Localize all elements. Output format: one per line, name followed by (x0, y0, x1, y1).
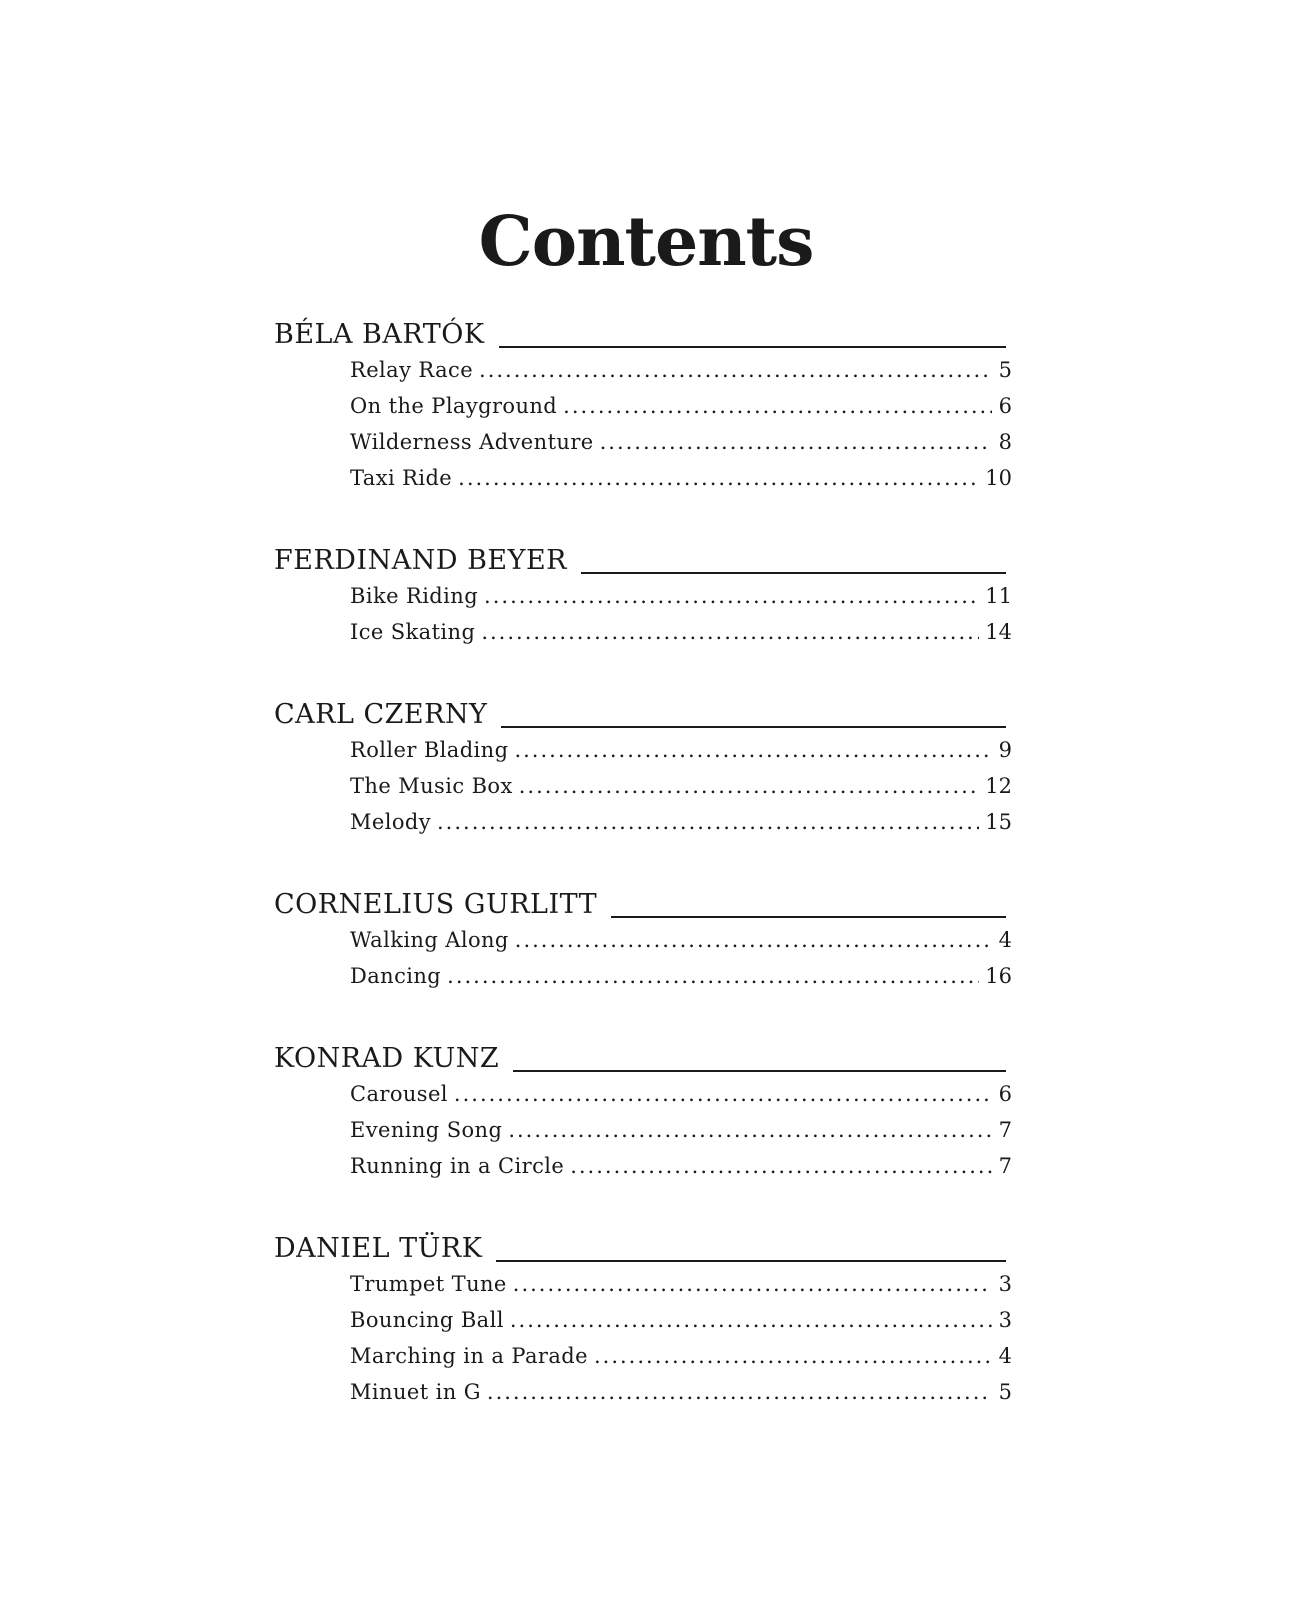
piece-title: Wilderness Adventure (350, 430, 594, 454)
dot-leader (447, 958, 979, 994)
dot-leader (594, 1338, 992, 1374)
composer-heading (274, 534, 1012, 576)
page-number: 4 (998, 928, 1012, 952)
toc-entry[interactable] (274, 1374, 1012, 1410)
composer-name: DANIEL TÜRK (274, 1233, 483, 1264)
dot-leader (487, 1374, 992, 1410)
composer-section (274, 688, 1012, 840)
toc-entry[interactable] (274, 958, 1012, 994)
toc-entry[interactable] (274, 732, 1012, 768)
page-number: 5 (998, 358, 1012, 382)
piece-title: Evening Song (350, 1118, 503, 1142)
page-title: Contents (478, 201, 814, 282)
composer-heading (274, 1032, 1012, 1074)
page-number: 15 (985, 810, 1012, 834)
composer-name: CARL CZERNY (274, 699, 488, 730)
piece-title: Melody (350, 810, 431, 834)
dot-leader (481, 614, 979, 650)
composer-heading (274, 308, 1012, 350)
dot-leader (508, 1112, 992, 1148)
toc-entry[interactable] (274, 804, 1012, 840)
composer-section (274, 308, 1012, 496)
piece-title: On the Playground (350, 394, 558, 418)
page-number: 7 (998, 1154, 1012, 1178)
table-of-contents (274, 308, 1012, 1448)
composer-rule (501, 726, 1006, 728)
page-number: 10 (985, 466, 1012, 490)
toc-entry[interactable] (274, 922, 1012, 958)
dot-leader (600, 424, 992, 460)
composer-name: BÉLA BARTÓK (274, 319, 485, 350)
dot-leader (570, 1148, 992, 1184)
page-number: 11 (985, 584, 1012, 608)
composer-rule (611, 916, 1006, 918)
composer-name: CORNELIUS GURLITT (274, 889, 598, 920)
composer-rule (513, 1070, 1006, 1072)
piece-title: Bike Riding (350, 584, 479, 608)
page-number: 4 (998, 1344, 1012, 1368)
composer-heading (274, 688, 1012, 730)
dot-leader (563, 388, 992, 424)
dot-leader (484, 578, 979, 614)
dot-leader (514, 732, 992, 768)
page-number: 6 (998, 394, 1012, 418)
piece-title: Running in a Circle (350, 1154, 565, 1178)
toc-entry[interactable] (274, 1338, 1012, 1374)
dot-leader (519, 768, 980, 804)
page-number: 14 (985, 620, 1012, 644)
dot-leader (515, 922, 992, 958)
piece-title: Carousel (350, 1082, 448, 1106)
dot-leader (479, 352, 992, 388)
piece-title: Taxi Ride (350, 466, 453, 490)
page-number: 3 (998, 1272, 1012, 1296)
composer-rule (581, 572, 1006, 574)
composer-rule (499, 346, 1006, 348)
page-number: 7 (998, 1118, 1012, 1142)
piece-title: Walking Along (350, 928, 509, 952)
dot-leader (454, 1076, 992, 1112)
toc-entry[interactable] (274, 352, 1012, 388)
toc-entry[interactable] (274, 1302, 1012, 1338)
piece-title: Ice Skating (350, 620, 476, 644)
piece-title: Relay Race (350, 358, 474, 382)
composer-heading (274, 1222, 1012, 1264)
dot-leader (437, 804, 979, 840)
dot-leader (510, 1302, 992, 1338)
piece-title: Bouncing Ball (350, 1308, 504, 1332)
toc-entry[interactable] (274, 388, 1012, 424)
page-number: 8 (998, 430, 1012, 454)
dot-leader (513, 1266, 992, 1302)
toc-entry[interactable] (274, 1112, 1012, 1148)
toc-entry[interactable] (274, 1148, 1012, 1184)
page-number: 16 (985, 964, 1012, 988)
piece-title: Trumpet Tune (350, 1272, 507, 1296)
toc-entry[interactable] (274, 614, 1012, 650)
toc-entry[interactable] (274, 460, 1012, 496)
toc-entry[interactable] (274, 1076, 1012, 1112)
dot-leader (458, 460, 979, 496)
composer-rule (496, 1260, 1006, 1262)
piece-title: The Music Box (350, 774, 513, 798)
toc-entry[interactable] (274, 424, 1012, 460)
composer-name: KONRAD KUNZ (274, 1043, 500, 1074)
page-number: 12 (985, 774, 1012, 798)
page-number: 9 (998, 738, 1012, 762)
composer-section (274, 878, 1012, 994)
composer-name: FERDINAND BEYER (274, 545, 567, 576)
page-number: 3 (998, 1308, 1012, 1332)
composer-section (274, 1222, 1012, 1410)
piece-title: Roller Blading (350, 738, 509, 762)
page-number: 6 (998, 1082, 1012, 1106)
piece-title: Minuet in G (350, 1380, 481, 1404)
piece-title: Dancing (350, 964, 442, 988)
page-number: 5 (998, 1380, 1012, 1404)
toc-entry[interactable] (274, 1266, 1012, 1302)
toc-entry[interactable] (274, 768, 1012, 804)
composer-section (274, 534, 1012, 650)
piece-title: Marching in a Parade (350, 1344, 588, 1368)
composer-heading (274, 878, 1012, 920)
composer-section (274, 1032, 1012, 1184)
toc-entry[interactable] (274, 578, 1012, 614)
